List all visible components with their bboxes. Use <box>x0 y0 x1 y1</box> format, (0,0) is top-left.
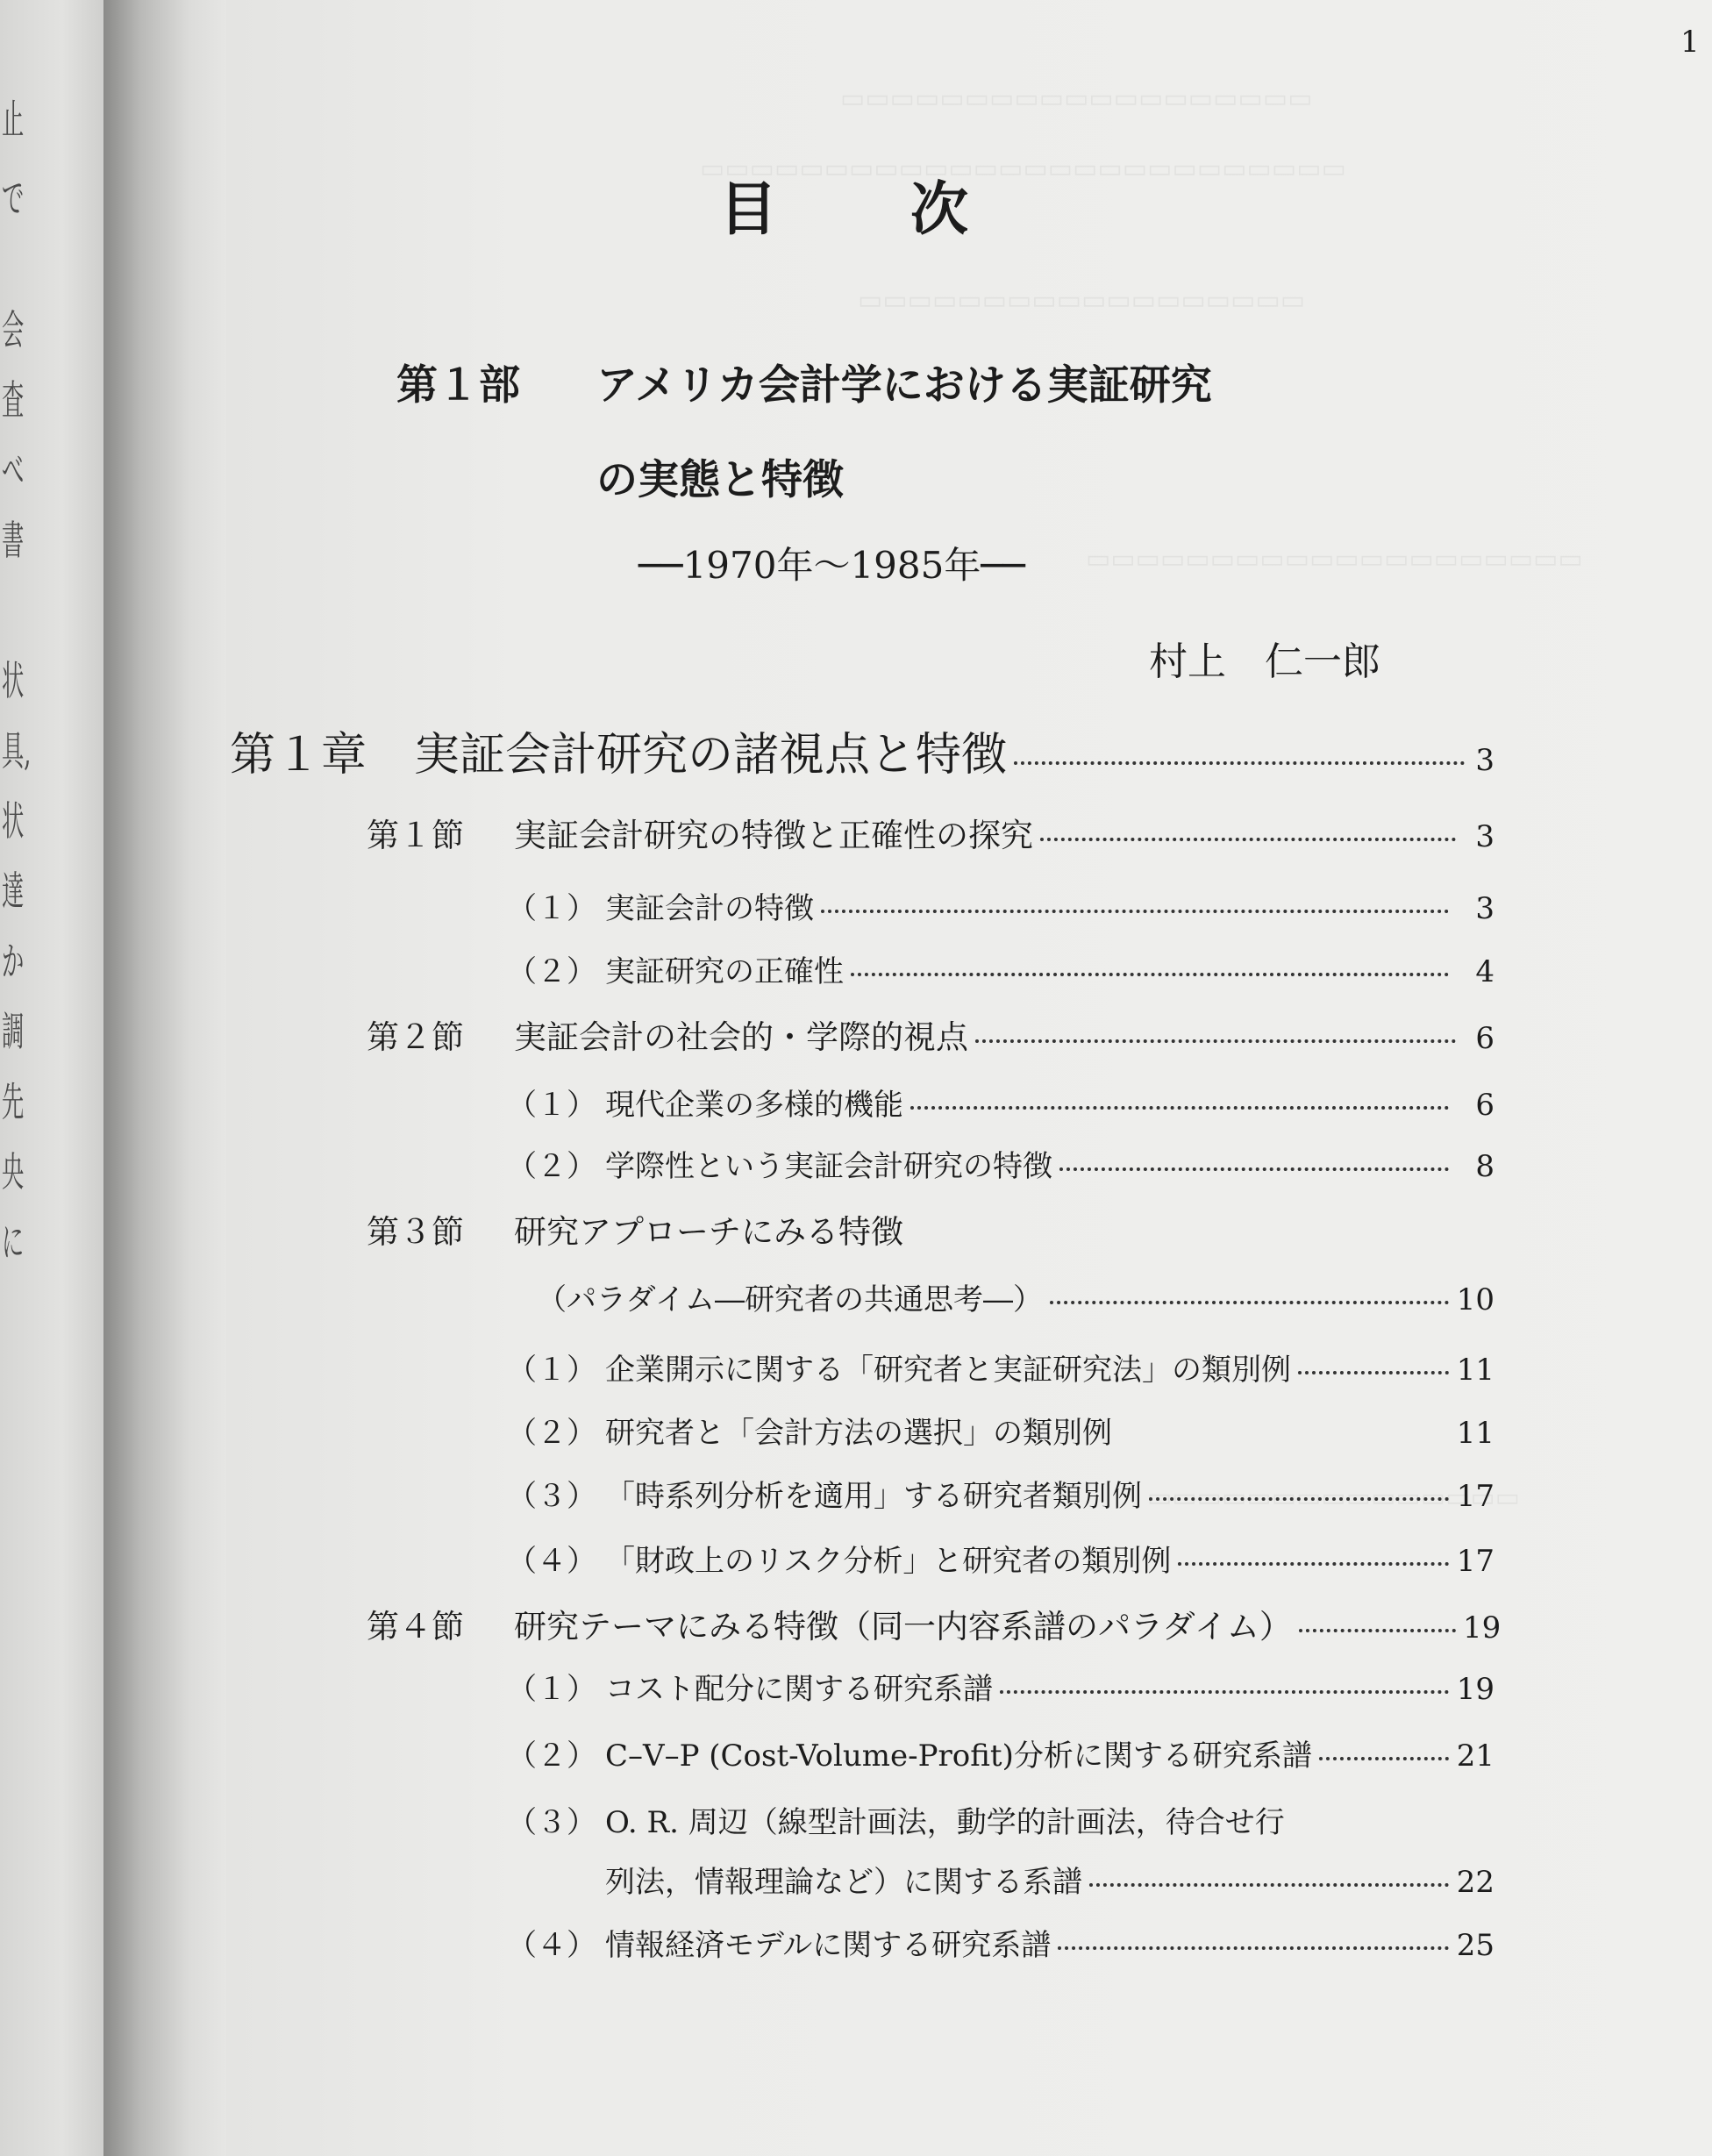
left-char: 状 <box>2 657 25 704</box>
toc-subsection-entry[interactable] <box>507 1142 1494 1185</box>
dot-leader <box>1089 1883 1449 1887</box>
book-gutter <box>103 0 226 2156</box>
entry-page: 6 <box>1475 1088 1494 1123</box>
entry-page: 19 <box>1456 1672 1494 1707</box>
entry-page: 3 <box>1475 819 1494 854</box>
left-char: か <box>2 938 25 985</box>
entry-label: 第３節 <box>367 1213 464 1251</box>
toc-subsection-entry[interactable] <box>507 1665 1494 1708</box>
entry-label: 第４節 <box>367 1608 464 1646</box>
entry-label: （３） <box>507 1805 596 1840</box>
dot-leader <box>1040 838 1456 841</box>
show-through <box>858 285 1305 316</box>
part-subtitle: ──1970年～1985年── <box>638 544 1025 587</box>
toc-section-entry[interactable] <box>367 809 1494 856</box>
toc-chapter-entry[interactable] <box>230 717 1494 783</box>
left-char: 先 <box>2 1078 25 1125</box>
toc-section-entry[interactable] <box>367 1600 1502 1647</box>
toc-subsection-entry[interactable] <box>507 1798 1494 1841</box>
left-char: 止 <box>2 96 25 143</box>
left-char: 状 <box>2 797 25 845</box>
part-label: 第１部 <box>396 361 520 410</box>
entry-title: 「時系列分析を適用」する研究者類別例 <box>605 1479 1142 1514</box>
left-char: 調 <box>2 1008 25 1055</box>
dot-leader <box>1178 1562 1449 1566</box>
left-char: に <box>2 1218 25 1266</box>
entry-label: （４） <box>507 1928 596 1963</box>
entry-page: 10 <box>1456 1282 1494 1317</box>
entry-title: コスト配分に関する研究系譜 <box>605 1672 993 1707</box>
toc-subsection-entry[interactable] <box>507 1409 1494 1452</box>
entry-title: 現代企業の多様的機能 <box>605 1088 903 1123</box>
heading-char: 次 <box>910 175 970 243</box>
toc-subsection-entry[interactable] <box>507 884 1494 927</box>
author: 村上 仁一郎 <box>1149 639 1380 684</box>
entry-page: 4 <box>1475 954 1494 989</box>
dot-leader <box>975 1039 1456 1043</box>
dot-leader <box>1014 761 1465 765</box>
toc-subsection-entry[interactable] <box>507 1346 1494 1389</box>
toc-subsection-continuation[interactable] <box>605 1858 1494 1901</box>
entry-title: 実証研究の正確性 <box>605 954 844 989</box>
entry-page: 8 <box>1475 1149 1494 1184</box>
entry-page: 22 <box>1456 1865 1494 1900</box>
part-title-line2: の実態と特徴 <box>596 456 844 504</box>
toc-subsection-entry[interactable] <box>507 1472 1494 1515</box>
entry-page: 25 <box>1456 1928 1494 1963</box>
entry-title: 実証会計研究の諸視点と特徴 <box>414 729 1008 782</box>
entry-title: 研究者と「会計方法の選択」の類別例 <box>605 1416 1112 1451</box>
dot-leader <box>1319 1757 1449 1760</box>
entry-title: 研究アプローチにみる特徴 <box>514 1213 903 1251</box>
entry-page: 17 <box>1456 1479 1494 1514</box>
entry-title: 情報経済モデルに関する研究系譜 <box>605 1928 1052 1963</box>
entry-page: 17 <box>1456 1544 1494 1579</box>
show-through <box>840 83 1313 114</box>
dot-leader <box>1058 1946 1449 1950</box>
left-char: 査 <box>2 376 25 424</box>
left-char: 具, <box>2 727 32 775</box>
dot-leader <box>851 973 1449 976</box>
entry-label: （１） <box>507 891 596 926</box>
entry-title: C–V–P (Cost-Volume-Profit)分析に関する研究系譜 <box>605 1738 1312 1774</box>
entry-label: （１） <box>507 1088 596 1123</box>
dot-leader <box>1059 1167 1449 1171</box>
toc-section-entry[interactable] <box>367 1010 1494 1058</box>
dot-leader <box>1050 1301 1449 1304</box>
entry-label: （４） <box>507 1544 596 1579</box>
left-char: べ <box>2 446 25 494</box>
entry-page: 6 <box>1475 1021 1494 1056</box>
toc-subsection-entry[interactable] <box>507 1081 1494 1124</box>
entry-page: 3 <box>1475 743 1494 778</box>
left-char: で <box>2 175 25 222</box>
toc-subsection-entry[interactable] <box>507 947 1494 990</box>
entry-label: （１） <box>507 1353 596 1388</box>
dot-leader <box>1299 1629 1456 1632</box>
entry-page: 11 <box>1456 1416 1494 1451</box>
entry-title: 学際性という実証会計研究の特徴 <box>605 1149 1052 1184</box>
entry-label: （２） <box>507 1738 596 1774</box>
entry-label: （２） <box>507 954 596 989</box>
entry-title: 「財政上のリスク分析」と研究者の類別例 <box>605 1544 1172 1579</box>
entry-title: 実証会計の特徴 <box>605 891 814 926</box>
entry-page: 3 <box>1475 891 1494 926</box>
toc-section-continuation[interactable] <box>537 1275 1494 1318</box>
dot-leader <box>1298 1371 1449 1374</box>
entry-title: 列法，情報理論など）に関する系譜 <box>605 1865 1082 1900</box>
toc-subsection-entry[interactable] <box>507 1537 1494 1580</box>
entry-title: O. R. 周辺（線型計画法，動学的計画法，待合せ行 <box>605 1805 1285 1840</box>
dot-leader <box>821 910 1449 913</box>
dot-leader <box>910 1106 1449 1110</box>
entry-label: 第１節 <box>367 817 464 854</box>
entry-label: 第２節 <box>367 1018 464 1056</box>
entry-label: 第１章 <box>230 729 367 782</box>
entry-title: （パラダイム―研究者の共通思考―） <box>537 1282 1043 1317</box>
left-char: 央 <box>2 1148 25 1196</box>
dot-leader <box>1000 1690 1449 1694</box>
dot-leader <box>1119 1434 1449 1438</box>
entry-title: 実証会計の社会的・学際的視点 <box>514 1018 968 1056</box>
toc-subsection-entry[interactable] <box>507 1921 1494 1964</box>
entry-title: 研究テーマにみる特徴（同一内容系譜のパラダイム） <box>514 1608 1292 1646</box>
entry-label: （２） <box>507 1149 596 1184</box>
part-title: アメリカ会計学における実証研究 <box>596 361 1212 410</box>
entry-page: 19 <box>1463 1610 1502 1646</box>
show-through <box>1086 544 1583 575</box>
left-char: 会 <box>2 306 25 353</box>
toc-section-entry[interactable] <box>367 1205 1494 1253</box>
entry-label: （３） <box>507 1479 596 1514</box>
entry-label: （１） <box>507 1672 596 1707</box>
dot-leader <box>1149 1497 1449 1501</box>
entry-label: （２） <box>507 1416 596 1451</box>
entry-page: 21 <box>1456 1738 1494 1774</box>
left-facing-page <box>0 0 103 2156</box>
heading-char: 目 <box>719 175 779 243</box>
toc-subsection-entry[interactable] <box>507 1731 1494 1774</box>
left-char: 達 <box>2 867 25 915</box>
left-char: 書 <box>2 517 25 564</box>
page-number: 1 <box>1680 25 1700 60</box>
entry-title: 実証会計研究の特徴と正確性の探究 <box>514 817 1033 854</box>
entry-page: 11 <box>1456 1353 1494 1388</box>
entry-title: 企業開示に関する「研究者と実証研究法」の類別例 <box>605 1353 1291 1388</box>
toc-heading <box>719 162 970 246</box>
